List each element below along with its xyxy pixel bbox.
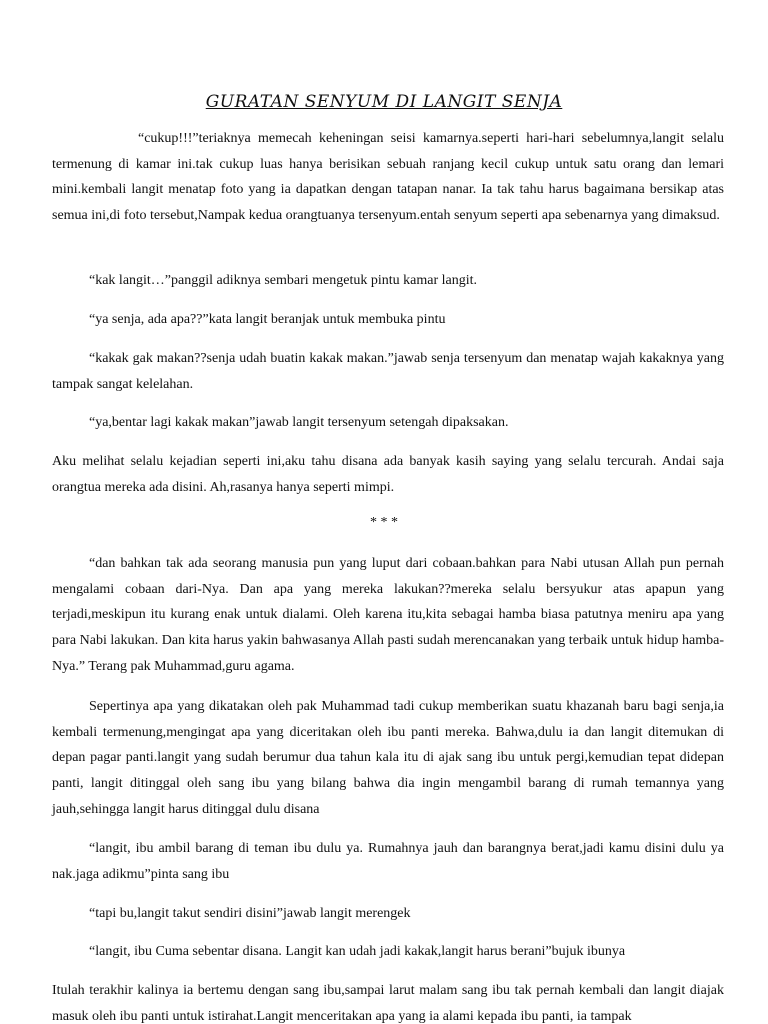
story-title: GURATAN SENYUM DI LANGIT SENJA <box>205 92 563 112</box>
paragraph-dialogue: “tapi bu,langit takut sendiri disini”jawab langit merengek <box>89 906 411 921</box>
paragraph-narration: Itulah terakhir kalinya ia bertemu dengan sang ibu,sampai larut malam sang ibu tak pernah kembali dan langit diajak masuk oleh ibu panti untuk istirahat.Langit menceritakan apa yang ia alami kepada ibu panti, ia tampak <box>52 983 724 1024</box>
paragraph-narration: Aku melihat selalu kejadian seperti ini,aku tahu disana ada banyak kasih saying yang selalu tercurah. Andai saja orangtua mereka ada disini. Ah,rasanya hanya seperti mimpi. <box>52 454 724 495</box>
paragraph-teacher: “dan bahkan tak ada seorang manusia pun yang luput dari cobaan.bahkan para Nabi utusan Allah pun pernah mengalami cobaan dari-Nya. Dan apa yang mereka lakukan??mereka selalu bersyukur atas apapun yang terjadi,meskipun itu kurang enak untuk dialami. Oleh karena itu,kita sebagai hamba biasa patutnya meniru apa yang para Nabi lakukan. Dan kita harus yakin bahwasanya Allah pasti sudah merencanakan yang terbaik untuk hidup hamba-Nya.” Terang pak Muhammad,guru agama. <box>52 556 724 674</box>
paragraph-dialogue: “kak langit…”panggil adiknya sembari mengetuk pintu kamar langit. <box>89 273 478 288</box>
paragraph-dialogue: “ya,bentar lagi kakak makan”jawab langit tersenyum setengah dipaksakan. <box>89 415 509 430</box>
paragraph-dialogue: “kakak gak makan??senja udah buatin kakak makan.”jawab senja tersenyum dan menatap wajah kakaknya yang tampak sangat kelelahan. <box>52 351 724 392</box>
paragraph-flashback: Sepertinya apa yang dikatakan oleh pak Muhammad tadi cukup memberikan suatu khazanah baru bagi senja,ia kembali termenung,mengingat apa yang diceritakan oleh ibu panti mereka. Bahwa,dulu ia dan langit ditemukan di depan pagar panti.langit yang sudah berumur dua tahun kala itu di ajak sang ibu untuk pergi,kemudian tepat didepan panti, langit ditinggal oleh sang ibu yang bilang bahwa dia ingin mengambil barang di rumah temannya yang jauh,sehingga langit harus ditinggal dulu disana <box>52 699 724 817</box>
section-separator: * * * <box>370 515 398 530</box>
paragraph-dialogue: “langit, ibu ambil barang di teman ibu dulu ya. Rumahnya jauh dan barangnya berat,jadi kamu disini dulu ya nak.jaga adikmu”pinta sang ibu <box>52 841 724 882</box>
paragraph-dialogue: “ya senja, ada apa??”kata langit beranjak untuk membuka pintu <box>89 312 446 327</box>
paragraph-dialogue: “langit, ibu Cuma sebentar disana. Langit kan udah jadi kakak,langit harus berani”bujuk ibunya <box>89 944 626 959</box>
paragraph-opening: “cukup!!!”teriaknya memecah keheningan seisi kamarnya.seperti hari-hari sebelumnya,langit selalu termenung di kamar ini.tak cukup luas hanya berisikan sebuah ranjang kecil cukup untuk satu orang dan lemari mini.kembali langit menatap foto yang ia dapatkan dengan tatapan nanar. Ia tak tahu harus bagaimana bersikap atas semua ini,di foto tersebut,Nampak kedua orangtuanya tersenyum.entah senyum seperti apa sebenarnya yang dimaksud. <box>52 131 724 224</box>
